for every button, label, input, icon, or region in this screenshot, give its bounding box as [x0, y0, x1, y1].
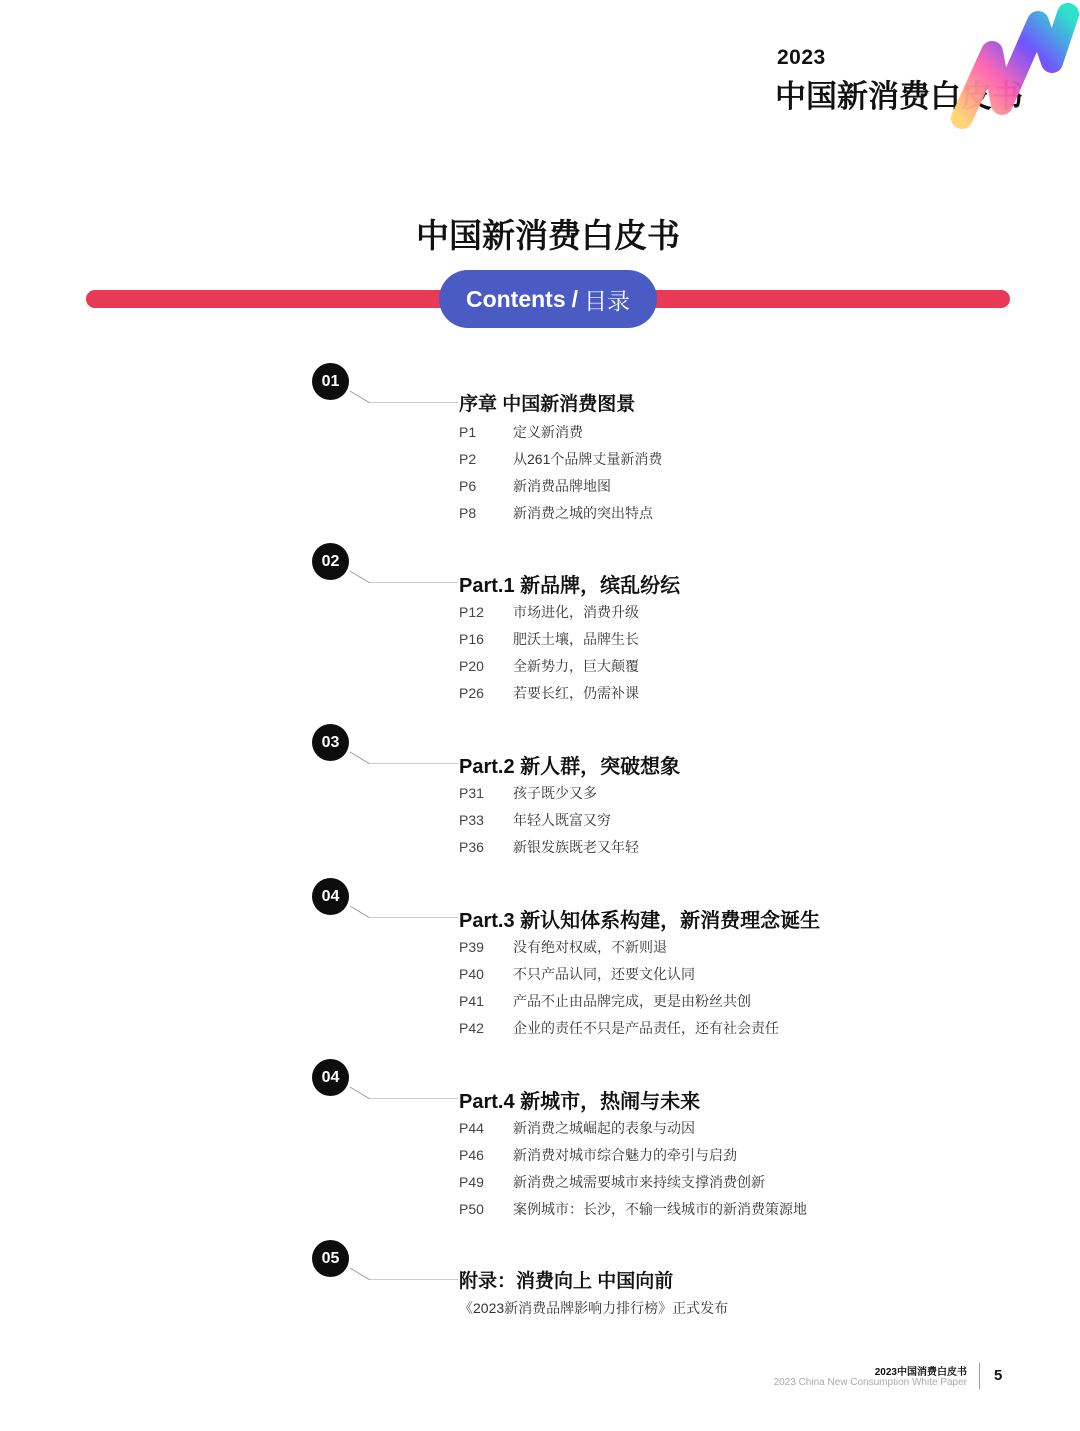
entry-text: 肥沃土壤，品牌生长: [513, 631, 639, 648]
entry-page: P8: [459, 504, 477, 521]
section-title: Part.4 新城市，热闹与未来: [459, 1091, 701, 1113]
footer-divider: [979, 1363, 980, 1389]
footer-title: 2023中国消费白皮书: [874, 1367, 967, 1378]
entry-text: 年轻人既富又穷: [513, 812, 611, 829]
footer-subtitle: 2023 China New Consumption White Paper: [773, 1377, 967, 1388]
entry-page: P2: [459, 451, 477, 468]
toc-entry[interactable]: [459, 988, 779, 1015]
entry-page: P40: [459, 966, 484, 983]
section-title: Part.2 新人群，突破想象: [459, 756, 681, 778]
entry-page: P31: [459, 785, 484, 802]
connector-line: [348, 373, 458, 403]
entry-text: 新消费之城的突出特点: [513, 504, 653, 521]
entry-page: P16: [459, 631, 484, 648]
toc-entry[interactable]: [459, 499, 662, 526]
entry-page: P36: [459, 838, 484, 855]
entry-page: P46: [459, 1147, 484, 1164]
entry-text: 新消费品牌地图: [513, 477, 611, 494]
entry-page: P49: [459, 1173, 484, 1190]
toc-entry[interactable]: [459, 1169, 807, 1196]
toc-entry[interactable]: [459, 653, 639, 680]
connector-line: [348, 553, 458, 583]
page-number: 5: [994, 1367, 1003, 1384]
entry-page: P39: [459, 939, 484, 956]
entry-text: 不只产品认同，还要文化认同: [513, 966, 695, 983]
entry-text: 孩子既少又多: [513, 785, 597, 802]
section-title: 附录：消费向上 中国向前: [459, 1271, 674, 1292]
entry-text: 案例城市：长沙，不输一线城市的新消费策源地: [513, 1200, 807, 1217]
toc-entry[interactable]: [459, 446, 662, 473]
entry-text: 从261个品牌丈量新消费: [513, 451, 663, 468]
section-note[interactable]: 《2023新消费品牌影响力排行榜》正式发布: [459, 1300, 729, 1316]
entry-page: P42: [459, 1019, 484, 1036]
entry-text: 企业的责任不只是产品责任，还有社会责任: [513, 1019, 779, 1036]
entry-page: P12: [459, 604, 484, 621]
entry-text: 定义新消费: [513, 424, 583, 441]
toc-entry[interactable]: [459, 1115, 807, 1142]
entry-text: 新消费之城需要城市来持续支撑消费创新: [513, 1173, 765, 1190]
entry-page: P20: [459, 657, 484, 674]
entry-text: 若要长红，仍需补课: [513, 684, 639, 701]
contents-pill: [439, 270, 657, 328]
toc-entry[interactable]: [459, 419, 662, 446]
toc-entry[interactable]: [459, 807, 639, 834]
entry-text: 产品不止由品牌完成，更是由粉丝共创: [513, 992, 751, 1009]
connector-line: [348, 734, 458, 764]
entry-text: 全新势力，巨大颠覆: [513, 657, 639, 674]
toc-entry[interactable]: [459, 626, 639, 653]
contents-label-en: Contents: [465, 285, 566, 312]
brand-title: 中国新消费白皮书: [775, 79, 1023, 114]
toc-entry[interactable]: [459, 599, 639, 626]
entry-page: P33: [459, 812, 484, 829]
toc-entry[interactable]: [459, 780, 639, 807]
brand-year: 2023: [777, 46, 826, 69]
section-number-badge: 03: [312, 724, 349, 761]
section-number-badge: 01: [312, 363, 349, 400]
entry-text: 新银发族既老又年轻: [513, 838, 639, 855]
toc-entry[interactable]: [459, 1014, 779, 1041]
toc-entry[interactable]: [459, 1195, 807, 1222]
entry-page: P50: [459, 1200, 484, 1217]
toc-entry[interactable]: [459, 834, 639, 861]
section-number-badge: 04: [312, 1059, 349, 1096]
entry-page: P26: [459, 684, 484, 701]
section-title: Part.3 新认知体系构建，新消费理念诞生: [459, 910, 821, 932]
entry-page: P44: [459, 1120, 484, 1137]
connector-line: [348, 1069, 458, 1099]
entry-page: P6: [459, 477, 477, 494]
toc-entry[interactable]: [459, 1142, 807, 1169]
entry-page: P41: [459, 992, 484, 1009]
connector-line: [348, 888, 458, 918]
entry-text: 新消费对城市综合魅力的牵引与启劲: [513, 1147, 737, 1164]
entry-text: 新消费之城崛起的表象与动因: [513, 1120, 695, 1137]
entry-page: P1: [459, 424, 477, 441]
entry-text: 没有绝对权威，不新则退: [513, 939, 667, 956]
toc-entry[interactable]: [459, 934, 779, 961]
toc-entry[interactable]: [459, 961, 779, 988]
section-title: Part.1 新品牌，缤乱纷纭: [459, 575, 681, 597]
section-number-badge: 04: [312, 878, 349, 915]
contents-label-cn: 目录: [584, 287, 631, 314]
toc-entry[interactable]: [459, 679, 639, 706]
connector-line: [348, 1250, 458, 1280]
contents-label-separator: /: [571, 285, 579, 312]
section-number-badge: 05: [312, 1240, 349, 1277]
section-title: 序章 中国新消费图景: [459, 394, 636, 415]
page-title: 中国新消费白皮书: [416, 217, 680, 254]
toc-entry[interactable]: [459, 473, 662, 500]
entry-text: 市场进化，消费升级: [513, 604, 639, 621]
section-number-badge: 02: [312, 543, 349, 580]
brand-swoosh-logo: [940, 0, 1080, 140]
